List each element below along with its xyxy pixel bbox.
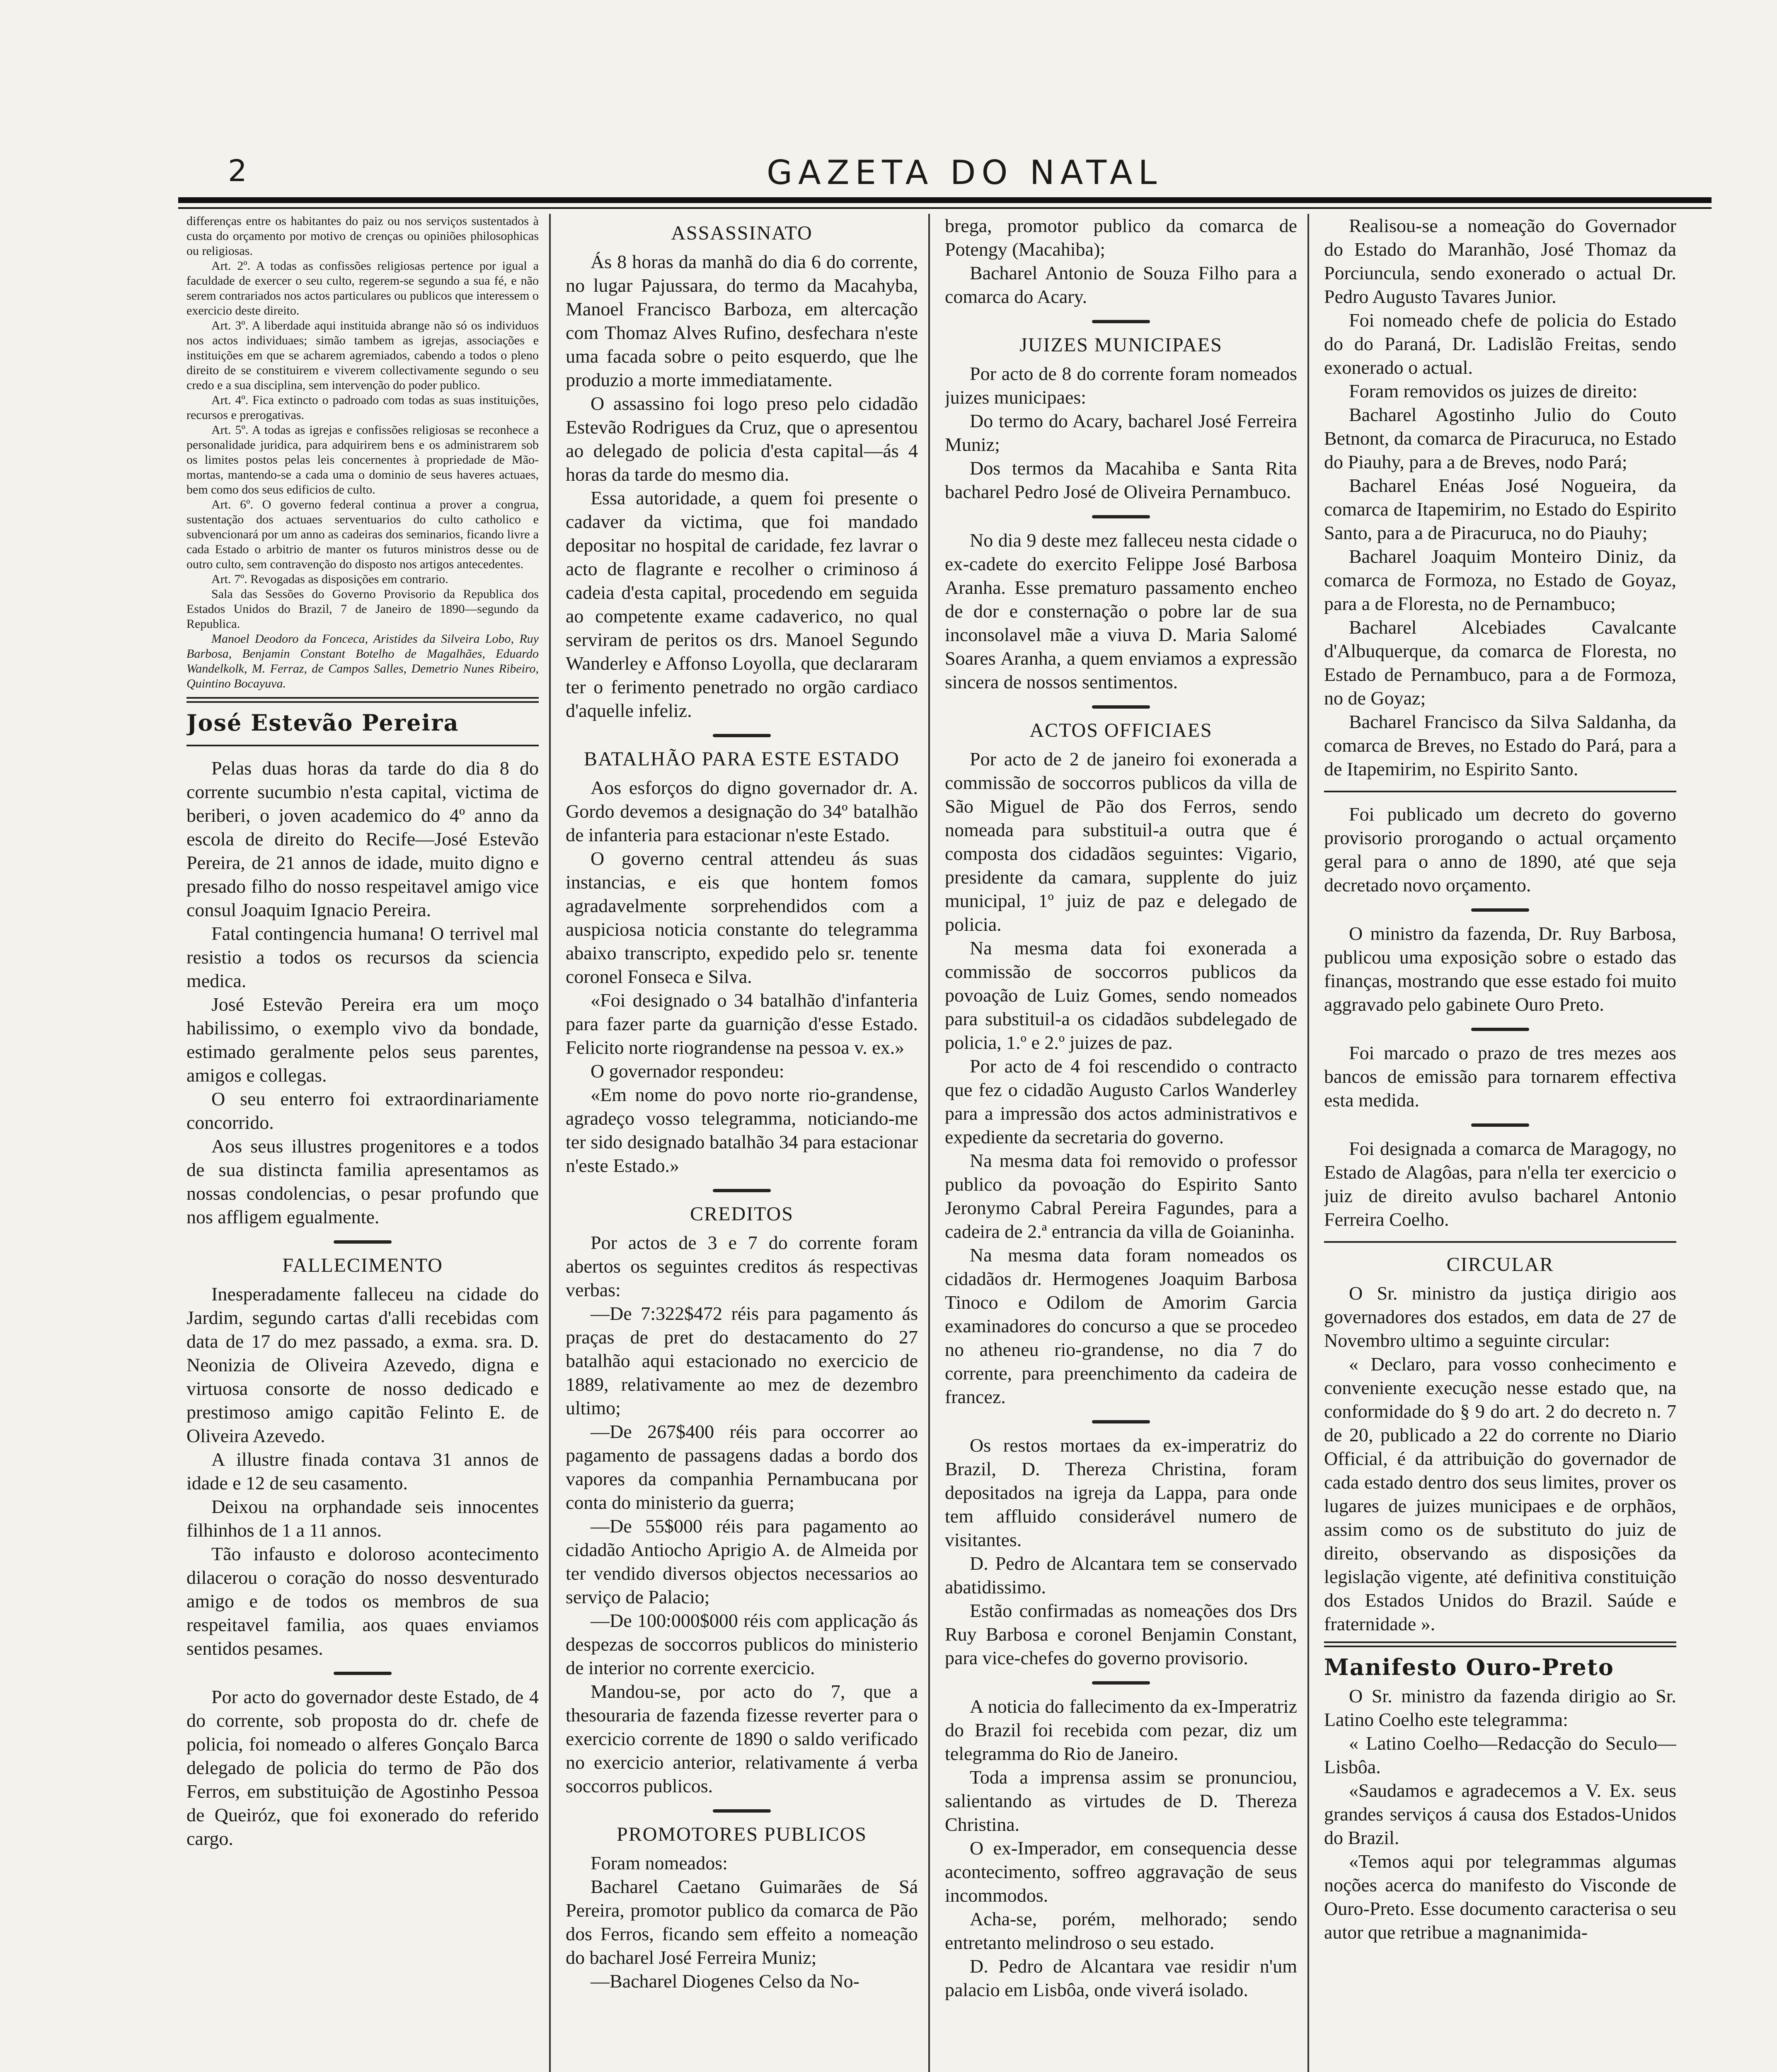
obituary-paragraph: O seu enterro foi extraordinariamente concorrido. [186,1088,539,1133]
nomeacao-paragraph: Bacharel Alcebiades Cavalcante d'Albuquerque, da comarca de Floresta, no Estado de Pernambuco, para a de Formoza, no de Goyaz; [1324,617,1676,709]
decree-paragraph: Art. 6º. O governo federal continua a prover a congrua, sustentação dos actuaes serventuarios do culto catholico e subvencionará por um anno as cadeiras dos seminarios, ficando livre a cada Estado o arbitrio de manter os futuros ministros desse ou de outro culto, sem contravenção do disposto nos artigos antecedentes. [186,498,539,571]
column-1 [186,214,539,2072]
batalhao-paragraph: «Foi designado o 34 batalhão d'infanteria para fazer parte da guarnição d'esse Estado. Felicito norte riograndense na pessoa v. ex.» [566,990,918,1058]
actos-heading: ACTOS OFFICIAES [1029,719,1213,741]
decree-paragraph: Art. 3º. A liberdade aqui instituida abrange não só os individuos nos actos individuaes; simão tambem as igrejas, associações e instituições em que se acharem agremiados, cabendo a todos o pleno direito de se constituirem e viverem collectivamente segundo o seu credo e a sua disciplina, sem intervenção do poder publico. [186,319,539,392]
decree-paragraph: Art. 7º. Revogadas as disposições em contrario. [211,572,448,586]
column-divider [1307,214,1309,2072]
noticia-paragraph: D. Pedro de Alcantara vae residir n'um palacio em Lisbôa, onde viverá isolado. [945,1956,1297,2000]
promotores-heading: PROMOTORES PUBLICOS [617,1823,867,1845]
section-rule [1324,1241,1676,1243]
manifesto-paragraph: «Saudamos e agradecemos a V. Ex. seus grandes serviços á causa dos Estados-Unidos do Brazil. [1324,1780,1676,1848]
manifesto-paragraph: « Latino Coelho—Redacção do Seculo—Lisbôa. [1324,1733,1676,1777]
decree-paragraph: Art. 2º. A todas as confissões religiosas pertence por igual a faculdade de exercer o seu culto, regerem-se segundo a sua fé, e não serem contrariados nos actos particulares ou publicos que interessem o exercicio deste direito. [186,259,539,317]
ornament-divider [713,1189,771,1192]
obituary-paragraph: Aos seus illustres progenitores e a todos de sua distincta familia apresentamos as nossas condolencias, o pesar profundo que nos affligem egualmente. [186,1135,539,1227]
manifesto-heading: Manifesto Ouro-Preto [1324,1654,1614,1680]
decree-signatures: Manoel Deodoro da Fonceca, Aristides da Silveira Lobo, Ruy Barbosa, Benjamin Constant Botelho de Magalhães, Eduardo Wandelkolk, M. Ferraz, de Campos Salles, Demetrio Nunes Ribeiro, Quintino Bocayuva. [186,632,539,690]
decree-paragraph: differenças entre os habitantes do paiz ou nos serviços sustentados à custa do orçamento por motivo de crenças ou opiniões philosophicas ou religiosas. [186,214,539,258]
promotores-paragraph: Bacharel Caetano Guimarães de Sá Pereira, promotor publico da comarca de Pão dos Ferros, ficando sem effeito a nomeação do bacharel José Ferreira Muniz; [566,1876,918,1968]
decree-paragraph: Art. 4º. Fica extincto o padroado com todas as suas instituições, recursos e prerogativas. [186,393,539,422]
batalhao-paragraph: O governo central attendeu ás suas instancias, e eis que hontem fomos agradavelmente sorprehendidos com a auspiciosa noticia constante do telegramma abaixo transcripto, expedido pelo sr. tenente coronel Fonseca e Silva. [566,848,918,987]
restos-paragraph: Os restos mortaes da ex-imperatriz do Brazil, D. Thereza Christina, foram depositados na igreja da Lappa, para onde tem affluido considerável numero de visitantes. [945,1435,1297,1550]
acto-paragraph: Por acto do governador deste Estado, de 4 do corrente, sob proposta do dr. chefe de policia, foi nomeado o alferes Gonçalo Barca delegado de policia do termo de Pão dos Ferros, em substituição de Agostinho Pessoa de Queiróz, que foi exonerado do referido cargo. [186,1686,539,1849]
column-2 [566,214,918,2072]
assassinato-paragraph: Ás 8 horas da manhã do dia 6 do corrente, no lugar Pajussara, do termo da Macahyba, Manoel Francisco Barboza, em altercação com Thomaz Alves Rufino, desfechara n'este uma facada sobre o peito esquerdo, que lhe produzio a morte immediatamente. [566,251,918,390]
promotores-paragraph: Foram nomeados: [591,1852,728,1874]
obituary-heading: José Estevão Pereira [186,709,459,736]
obito-paragraph: No dia 9 deste mez falleceu nesta cidade o ex-cadete do exercito Felippe José Barbosa Aranha. Esse prematuro passamento encheo de dor e consternação o pobre lar de sua inconsolavel mãe a viuva D. Maria Salomé Soares Aranha, a quem enviamos a expressão sincera de nossos sentimentos. [945,530,1297,692]
ornament-divider [1471,1028,1529,1031]
actos-paragraph: Na mesma data foi removido o professor publico da povoação do Espirito Santo Jeronymo Cabral Pereira Fagundes, para a cadeira de 2.ª entrancia da villa de Goianinha. [945,1150,1297,1242]
column-4 [1324,214,1676,2072]
creditos-paragraph: —De 55$000 réis para pagamento ao cidadão Antiocho Aprigio A. de Almeida por ter vendido diversos objectos necessarios ao serviço de Palacio; [566,1515,918,1607]
juizes-heading: JUIZES MUNICIPAES [1019,334,1223,356]
fallecimento-paragraph: A illustre finada contava 31 annos de idade e 12 de seu casamento. [186,1449,539,1493]
promotores-paragraph: —Bacharel Diogenes Celso da No- [591,1970,859,1992]
column-divider [928,214,930,2072]
fallecimento-paragraph: Deixou na orphandade seis innocentes filhinhos de 1 a 11 annos. [186,1496,539,1541]
ornament-divider [713,734,771,737]
circular-paragraph: « Declaro, para vosso conhecimento e conveniente execução nesse estado que, na conformidade do § 9 do art. 2 do decreto n. 7 de 20, publicado a 22 do corrente no Diario Official, é da attribuição do governador de cada estado dentro dos seus limites, prover os lugares de juizes municipaes e de orphãos, assim como os de substituto do juiz de direito, observando as disposições da legislação vigente, até definitiva constituição dos Estados Unidos do Brazil. Saúde e fraternidade ». [1324,1353,1676,1634]
actos-paragraph: Na mesma data foram nomeados os cidadãos dr. Hermogenes Joaquim Barbosa Tinoco e Odilom de Amorim Garcia examinadores do concurso a que se procedeo no atheneu rio-grandense, no dia 7 do corrente, para preenchimento da cadeira de francez. [945,1244,1297,1407]
decree-text [186,214,539,632]
page-number: 2 [228,153,247,188]
fallecimento-heading: FALLECIMENTO [282,1254,443,1276]
masthead [178,153,1712,199]
circular-paragraph: O Sr. ministro da justiça dirigio aos governadores dos estados, em data de 27 de Novembro ultimo a seguinte circular: [1324,1283,1676,1351]
nomeacao-paragraph: Bacharel Enéas José Nogueira, da comarca de Itapemirim, no Estado do Espirito Santo, para a de Piracuruca, no do Piauhy; [1324,475,1676,543]
creditos-paragraph: Mandou-se, por acto do 7, que a thesouraria de fazenda fizesse reverter para o exercicio corrente de 1890 o saldo verificado no exercicio anterior, relativamente á verba soccorros publicos. [566,1681,918,1796]
continued-paragraph: brega, promotor publico da comarca de Potengy (Macahiba); [945,215,1297,260]
manifesto-paragraph: «Temos aqui por telegrammas algumas noções acerca do manifesto do Visconde de Ouro-Preto. Esse documento caracterisa o seu autor que retribue a magnanimida- [1324,1851,1676,1943]
creditos-paragraph: —De 267$400 réis para occorrer ao pagamento de passagens dadas a bordo dos vapores da companhia Pernambucana por conta do ministerio da guerra; [566,1421,918,1513]
noticia-paragraph: Toda a imprensa assim se pronunciou, salientando as virtudes de D. Thereza Christina. [945,1767,1297,1835]
assassinato-paragraph: Essa autoridade, a quem foi presente o cadaver da victima, que foi mandado depositar no hospital de caridade, fez lavrar o acto de flagrante e recolher o criminoso á cadeia d'esta capital, procedendo em seguida ao competente exame cadaverico, no qual serviram de peritos os drs. Manoel Segundo Wanderley e Affonso Loyolla, que declararam ter o ferimento penetrado no orgão cardiaco d'aquelle infeliz. [566,487,918,721]
news-paragraph: O ministro da fazenda, Dr. Ruy Barbosa, publicou uma exposição sobre o estado das finanças, mostrando que esse estado foi muito aggravado pelo gabinete Ouro Preto. [1324,923,1676,1015]
continued-paragraph: Bacharel Antonio de Souza Filho para a comarca do Acary. [945,262,1297,307]
decree-paragraph: Sala das Sessões do Governo Provisorio da Republica dos Estados Unidos do Brazil, 7 de Janeiro de 1890—segundo da Republica. [186,587,539,631]
nomeacao-paragraph: Bacharel Agostinho Julio do Couto Betnont, da comarca de Piracuruca, no Estado do Piauhy, para a de Breves, nodo Pará; [1324,404,1676,472]
ornament-divider [334,1672,392,1675]
batalhao-paragraph: Aos esforços do digno governador dr. A. Gordo devemos a designação do 34º batalhão de infanteria para estacionar n'este Estado. [566,777,918,845]
section-rule [1324,791,1676,792]
header-rule-thin [178,207,1712,209]
fallecimento-paragraph: Inesperadamente falleceu na cidade do Jardim, segundo cartas d'alli recebidas com data de 17 do mez passado, a exma. sra. D. Neonizia de Oliveira Azevedo, digna e virtuosa consorte de nosso dedicado e prestimoso amigo capitão Felinto E. de Oliveira Azevedo. [186,1283,539,1446]
nomeacao-paragraph: Realisou-se a nomeação do Governador do Estado do Maranhão, José Thomaz da Porciuncula, sendo exonerado o actual Dr. Pedro Augusto Tavares Junior. [1324,215,1676,307]
actos-paragraph: Por acto de 2 de janeiro foi exonerada a commissão de soccorros publicos da villa de São Miguel de Pão dos Ferros, sendo nomeada para substituil-a outra que é composta dos cidadãos seguintes: Vigario, presidente da camara, supplente do juiz municipal, 1º juiz de paz e delegado de policia. [945,748,1297,935]
creditos-heading: CREDITOS [690,1203,794,1225]
news-paragraph: Foi publicado um decreto do governo provisorio prorogando o actual orçamento geral para o anno de 1890, até que seja decretado novo orçamento. [1324,804,1676,896]
creditos-paragraph: Por actos de 3 e 7 do corrente foram abertos os seguintes creditos ás respectivas verbas: [566,1232,918,1300]
ornament-divider [1092,1681,1150,1685]
nomeacao-paragraph: Bacharel Francisco da Silva Saldanha, da comarca de Breves, no Estado do Pará, para a de Itapemirim, no Espirito Santo. [1324,711,1676,779]
batalhao-paragraph: «Em nome do povo norte rio-grandense, agradeço vosso telegramma, noticiando-me ter sido designado batalhão 34 para estacionar n'este Estado.» [566,1084,918,1176]
ornament-divider [334,1240,392,1244]
ornament-divider [1092,515,1150,518]
news-paragraph: Foi marcado o prazo de tres mezes aos bancos de emissão para tornarem effectiva esta medida. [1324,1042,1676,1111]
juizes-paragraph: Dos termos da Macahiba e Santa Rita bacharel Pedro José de Oliveira Pernambuco. [945,457,1297,502]
column-divider [549,214,551,2072]
newspaper-title: GAZETA DO NATAL [767,153,1163,192]
ornament-divider [1092,320,1150,323]
actos-paragraph: Por acto de 4 foi rescendido o contracto que fez o cidadão Augusto Carlos Wanderley para a impressão dos actos administrativos e expediente da secretaria do governo. [945,1055,1297,1147]
section-rule [186,697,539,703]
juizes-paragraph: Por acto de 8 do corrente foram nomeados juizes municipaes: [945,363,1297,408]
obituary-paragraph: José Estevão Pereira era um moço habilissimo, o exemplo vivo da bondade, estimado geralmente pelos seus parentes, amigos e collegas. [186,994,539,1086]
nomeacao-paragraph: Foi nomeado chefe de policia do Estado do do Paraná, Dr. Ladislão Freitas, sendo exonerado o actual. [1324,310,1676,378]
column-3 [945,214,1297,2072]
juizes-paragraph: Do termo do Acary, bacharel José Ferreira Muniz; [945,410,1297,455]
batalhao-paragraph: O governador respondeu: [591,1060,784,1082]
ornament-divider [1092,705,1150,709]
batalhao-heading: BATALHÃO PARA ESTE ESTADO [584,748,900,770]
creditos-paragraph: —De 7:322$472 réis para pagamento ás praças de pret do destacamento do 27 batalhão aqui estacionado no exercicio de 1889, relativamente ao mez de dezembro ultimo; [566,1303,918,1418]
noticia-paragraph: A noticia do fallecimento da ex-Imperatriz do Brazil foi recebida com pezar, diz um telegramma do Rio de Janeiro. [945,1696,1297,1764]
noticia-paragraph: Acha-se, porém, melhorado; sendo entretanto melindroso o seu estado. [945,1908,1297,1953]
obituary-paragraph: Fatal contingencia humana! O terrivel mal resistio a todos os recursos da sciencia medica. [186,923,539,991]
nomeacao-paragraph: Bacharel Joaquim Monteiro Diniz, da comarca de Formoza, no Estado de Goyaz, para a de Floresta, no de Pernambuco; [1324,546,1676,614]
restos-paragraph: Estão confirmadas as nomeações dos Drs Ruy Barbosa e coronel Benjamin Constant, para vice-chefes do governo provisorio. [945,1600,1297,1668]
decree-paragraph: Art. 5º. A todas as igrejas e confissões religiosas se reconhece a personalidade juridica, para adquirirem bens e os administrarem sob os limites postos pelas leis concernentes à propriedade de Mão-mortas, mantendo-se a cada uma o dominio de seus haveres actuaes, bem como dos seus edificios de culto. [186,423,539,496]
actos-paragraph: Na mesma data foi exonerada a commissão de soccorros publicos da povoação de Luiz Gomes, sendo nomeados para substituil-a os cidadãos subdelegado de policia, 1.º e 2.º juizes de paz. [945,937,1297,1053]
assassinato-paragraph: O assassino foi logo preso pelo cidadão Estevão Rodrigues da Cruz, que o apresentou ao delegado de policia d'esta capital—ás 4 horas da tarde do mesmo dia. [566,393,918,485]
noticia-paragraph: O ex-Imperador, em consequencia desse acontecimento, soffreo aggravação de seus incommodos. [945,1837,1297,1906]
manifesto-paragraph: O Sr. ministro da fazenda dirigio ao Sr. Latino Coelho este telegramma: [1324,1685,1676,1730]
ornament-divider [1092,1420,1150,1423]
restos-paragraph: D. Pedro de Alcantara tem se conservado abatidissimo. [945,1553,1297,1598]
fallecimento-paragraph: Tão infausto e doloroso acontecimento dilacerou o coração do nosso desventurado amigo e de todos os membros de sua respeitavel familia, aos quaes enviamos sentidos pesames. [186,1543,539,1659]
assassinato-heading: ASSASSINATO [671,222,813,244]
columns [182,214,1707,2072]
obituary-paragraph: Pelas duas horas da tarde do dia 8 do corrente sucumbio n'esta capital, victima de beriberi, o joven academico do 4º anno da escola de direito do Recife—José Estevão Pereira, de 21 annos de idade, muito digno e presado filho do nosso respeitavel amigo vice consul Joaquim Ignacio Pereira. [186,758,539,920]
ornament-divider [1471,1123,1529,1127]
circular-heading: CIRCULAR [1446,1254,1554,1276]
header-rule [178,197,1712,203]
news-paragraph: Foi designada a comarca de Maragogy, no Estado de Alagôas, para n'ella ter exercicio o juiz de direito avulso bacharel Antonio Ferreira Coelho. [1324,1138,1676,1230]
ornament-divider [713,1809,771,1813]
section-rule [1324,1641,1676,1647]
nomeacao-paragraph: Foram removidos os juizes de direito: [1349,380,1638,402]
creditos-paragraph: —De 100:000$000 réis com applicação ás despezas de soccorros publicos do ministerio de interior no corrente exercicio. [566,1610,918,1678]
ornament-divider [1471,908,1529,912]
section-rule [186,745,539,746]
